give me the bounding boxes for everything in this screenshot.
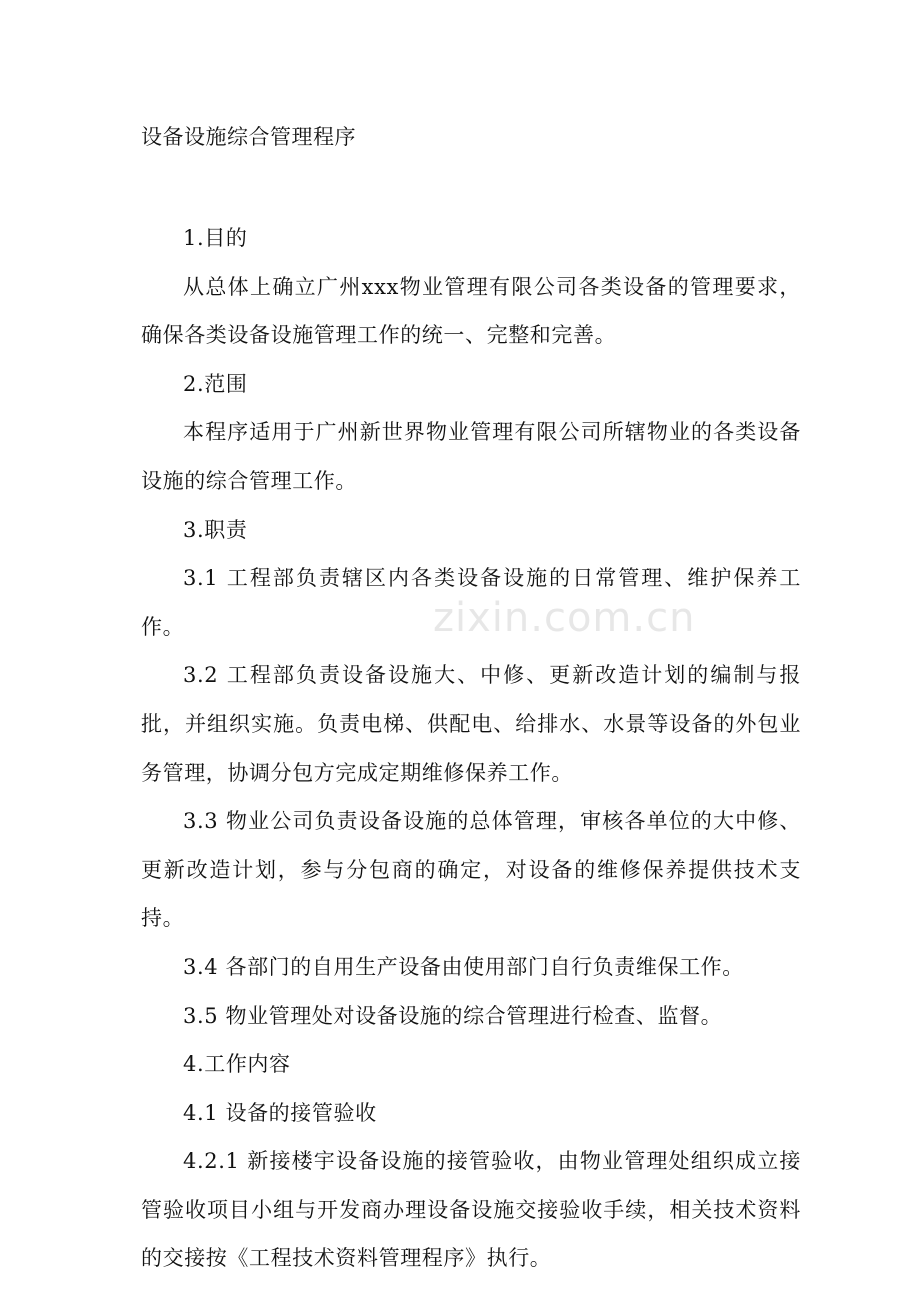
heading-purpose: 1.目的 bbox=[183, 226, 248, 250]
paragraph-3-1: 3.1 工程部负责辖区内各类设备设施的日常管理、维护保养工作。 bbox=[141, 566, 801, 639]
heading-work-content: 4.工作内容 bbox=[183, 1052, 291, 1077]
paragraph-4-2-1: 4.2.1 新接楼宇设备设施的接管验收，由物业管理处组织成立接管验收项目小组与开发商办理设备设施交接验收手续，相关技术资料的交接按《工程技术资料管理程序》执行。 bbox=[141, 1149, 801, 1271]
heading-scope: 2.范围 bbox=[183, 371, 248, 396]
document-title: 设备设施综合管理程序 bbox=[141, 125, 356, 149]
paragraph-purpose: 从总体上确立广州xxx物业管理有限公司各类设备的管理要求，确保各类设备设施管理工作的统一、完整和完善。 bbox=[141, 274, 801, 348]
heading-responsibilities: 3.职责 bbox=[183, 517, 248, 542]
heading-4-1: 4.1 设备的接管验收 bbox=[183, 1100, 377, 1125]
paragraph-3-3: 3.3 物业公司负责设备设施的总体管理，审核各单位的大中修、更新改造计划，参与分包商的确定，对设备的维修保养提供技术支持。 bbox=[141, 809, 801, 931]
watermark: zixin.com.cn bbox=[433, 595, 696, 641]
paragraph-3-5: 3.5 物业管理处对设备设施的综合管理进行检查、监督。 bbox=[183, 1003, 723, 1028]
paragraph-3-4: 3.4 各部门的自用生产设备由使用部门自行负责维保工作。 bbox=[183, 954, 744, 979]
paragraph-3-2: 3.2 工程部负责设备设施大、中修、更新改造计划的编制与报批，并组织实施。负责电梯、供配电、给排水、水景等设备的外包业务管理，协调分包方完成定期维修保养工作。 bbox=[141, 663, 801, 785]
paragraph-scope: 本程序适用于广州新世界物业管理有限公司所辖物业的各类设备设施的综合管理工作。 bbox=[141, 420, 801, 493]
document-body bbox=[141, 214, 801, 1283]
